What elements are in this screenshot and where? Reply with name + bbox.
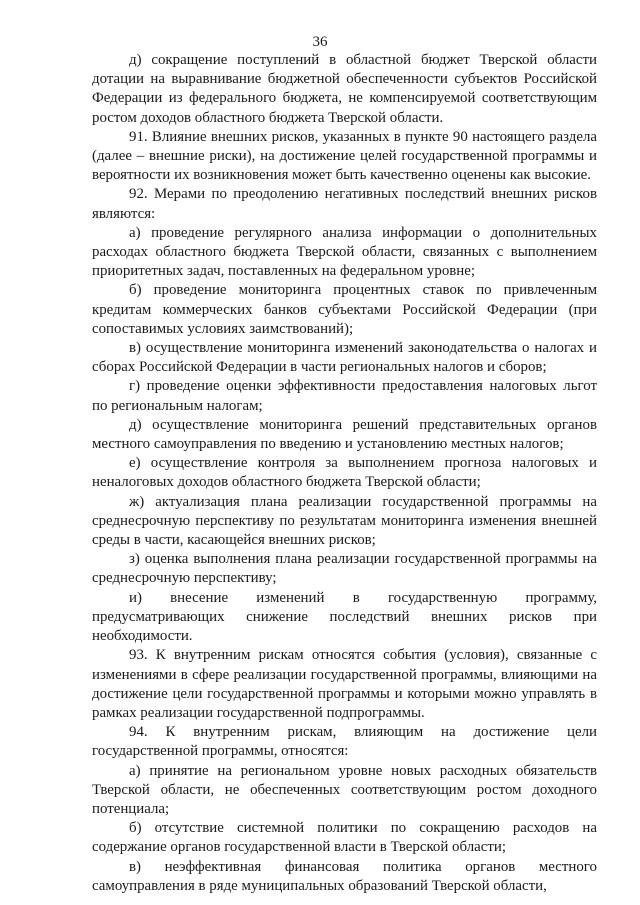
- list-item-d: д) осуществление мониторинга решений представительных органов местного самоуправления по введению и установлению местных налогов;: [92, 416, 597, 453]
- list-item-e: е) осуществление контроля за выполнением прогноза налоговых и неналоговых доходов областного бюджета Тверской области;: [92, 455, 597, 491]
- paragraph-93-internal-risks: 93. К внутренним рискам относятся события (условия), связанные с изменениями в сфере реализации государственной программы, влияющими на достижение цели государственной программы и которыми можно управлять в рамках реализации государственной подпрограммы.: [92, 647, 597, 721]
- list-item-z: з) оценка выполнения плана реализации государственной программы на среднесрочную перспективу;: [92, 551, 597, 587]
- list-item-zh: ж) актуализация плана реализации государственной программы на среднесрочную перспективу по результатам мониторинга изменения внешней среды в части, касающейся внешних рисков;: [92, 493, 597, 549]
- document-body: [92, 51, 597, 896]
- list-item-a: а) проведение регулярного анализа информации о дополнительных расходах областного бюджета Тверской области, связанных с выполнением приоритетных задач, поставленных на федеральном уровне;: [92, 224, 597, 280]
- internal-risk-item-b: б) отсутствие системной политики по сокращению расходов на содержание органов государственной власти в Тверской области;: [92, 820, 597, 856]
- internal-risk-item-v: в) неэффективная финансовая политика органов местного самоуправления в ряде муниципальных образований Тверской области,: [92, 858, 597, 894]
- list-item-b: б) проведение мониторинга процентных ставок по привлеченным кредитам коммерческих банков субъектами Российской Федерации (при сопоставимых условиях заимствований);: [92, 282, 597, 337]
- paragraph-92-measures: 92. Мерами по преодолению негативных последствий внешних рисков являются:: [92, 186, 597, 222]
- page-number: 36: [312, 34, 328, 50]
- list-item-g: г) проведение оценки эффективности предоставления налоговых льгот по региональным налогам;: [92, 378, 597, 414]
- paragraph-d-revenue-reduction: д) сокращение поступлений в областной бюджет Тверской области дотации на выравнивание бюджетной обеспеченности субъектов Российской Федерации из федерального бюджета, не компенсируемой соответствующим ростом доходов областного бюджета Тверской области.: [92, 52, 597, 126]
- list-item-i: и) внесение изменений в государственную программу, предусматривающих снижение последствий внешних рисков при необходимости.: [92, 589, 597, 645]
- paragraph-94-internal-risks-list: 94. К внутренним рискам, влияющим на достижение цели государственной программы, относятся:: [92, 724, 597, 760]
- paragraph-91-external-risks: 91. Влияние внешних рисков, указанных в пункте 90 настоящего раздела (далее – внешние риски), на достижение целей государственной программы и вероятности их возникновения может быть качественно оценены как высокие.: [92, 128, 597, 184]
- internal-risk-item-a: а) принятие на региональном уровне новых расходных обязательств Тверской области, не обеспеченных соответствующим ростом доходного потенциала;: [92, 762, 597, 817]
- list-item-v: в) осуществление мониторинга изменений законодательства о налогах и сборах Российской Федерации в части региональных налогов и сборов;: [92, 340, 597, 376]
